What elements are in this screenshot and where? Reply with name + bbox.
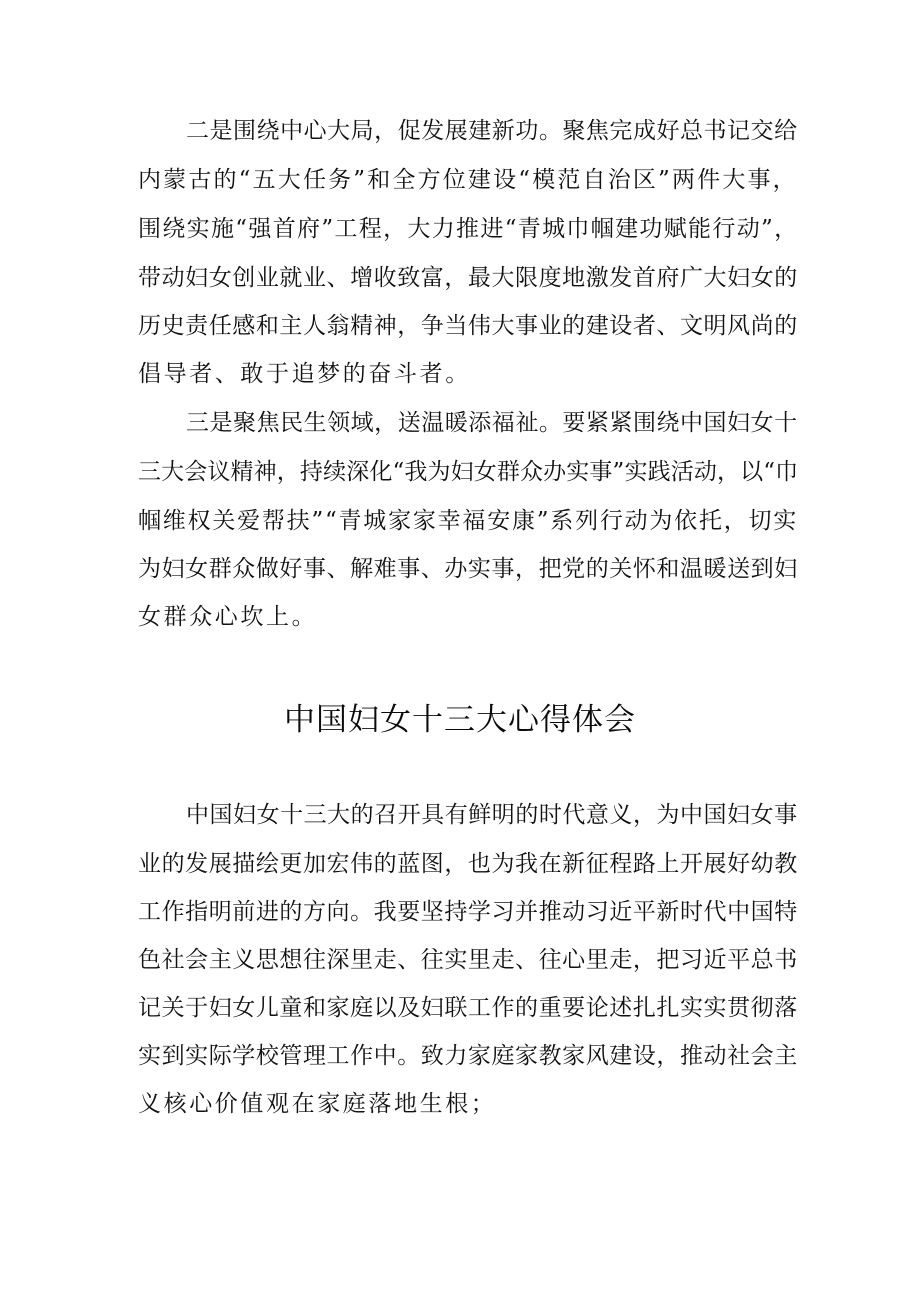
paragraph-line: 带动妇女创业就业、增收致富，最大限度地激发首府广大妇女的 [138,265,798,291]
paragraph-line: 内蒙古的“五大任务”和全方位建设“模范自治区”两件大事， [138,167,798,193]
paragraph-line: 记关于妇女儿童和家庭以及妇联工作的重要论述扎扎实实贯彻落 [138,995,798,1021]
paragraph-line: 三是聚焦民生领域，送温暖添福祉。要紧紧围绕中国妇女十 [186,410,798,436]
paragraph-line: 围绕实施“强首府”工程，大力推进“青城巾帼建功赋能行动”， [138,216,799,242]
paragraph-line: 倡导者、敢于追梦的奋斗者。 [138,361,471,387]
document-title: 中国妇女十三大心得体会 [284,702,636,738]
paragraph-line: 中国妇女十三大的召开具有鲜明的时代意义，为中国妇女事 [186,802,798,828]
paragraph-line: 历史责任感和主人翁精神，争当伟大事业的建设者、文明风尚的 [138,313,798,339]
paragraph-line: 三大会议精神，持续深化“我为妇女群众办实事”实践活动，以“巾 [138,459,799,485]
paragraph-line: 色社会主义思想往深里走、往实里走、往心里走，把习近平总书 [138,947,798,973]
paragraph-line: 为妇女群众做好事、解难事、办实事，把党的关怀和温暖送到妇 [138,556,798,582]
paragraph-line: 义核心价值观在家庭落地生根； [138,1091,497,1117]
paragraph-line: 帼维权关爱帮扶”“青城家家幸福安康”系列行动为依托，切实 [138,508,799,534]
paragraph-line: 业的发展描绘更加宏伟的蓝图，也为我在新征程路上开展好幼教 [138,851,798,877]
paragraph-line: 女群众心坎上。 [138,604,318,630]
paragraph-line: 实到实际学校管理工作中。致力家庭家教家风建设，推动社会主 [138,1043,798,1069]
paragraph-line: 二是围绕中心大局，促发展建新功。聚焦完成好总书记交给 [186,118,798,144]
paragraph-line: 工作指明前进的方向。我要坚持学习并推动习近平新时代中国特 [138,899,798,925]
